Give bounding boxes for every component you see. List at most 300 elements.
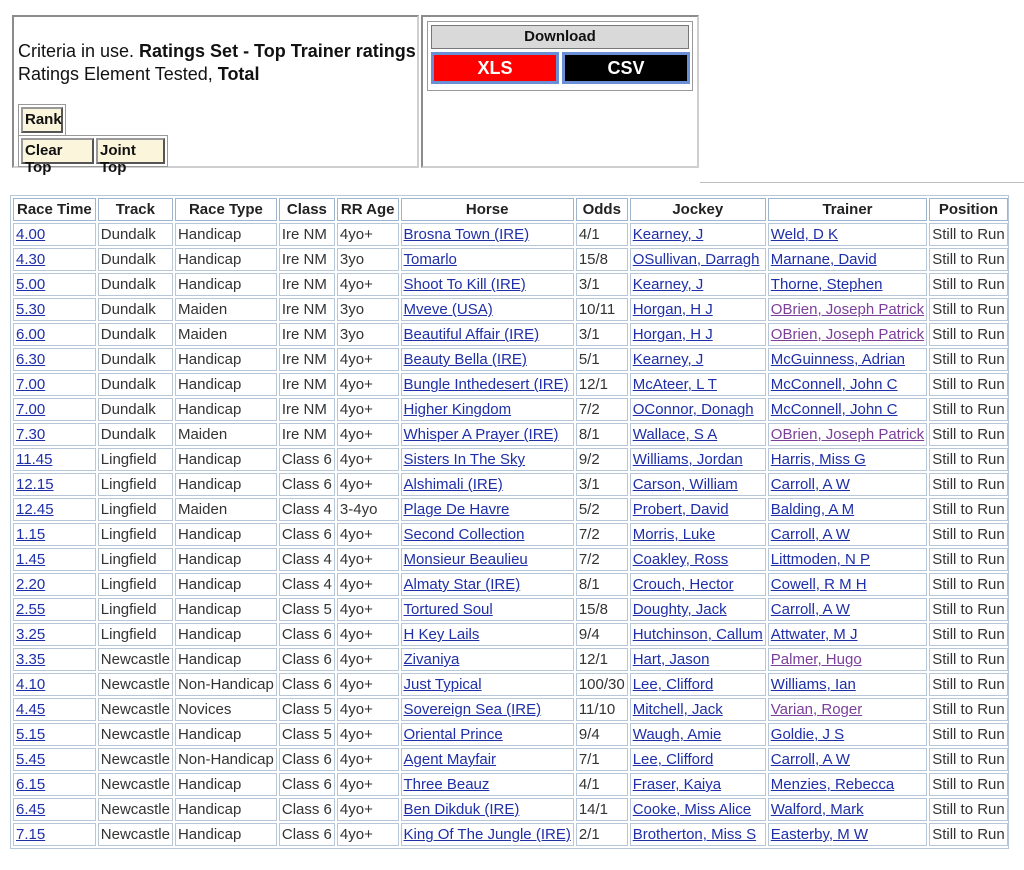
cell-track: Dundalk [98,223,173,246]
cell-time [13,473,96,496]
trainer-link[interactable]: McConnell, John C [770,376,898,393]
cell-time [13,248,96,271]
cell-class: Ire NM [279,423,335,446]
cell-track: Newcastle [98,748,173,771]
trainer-link[interactable]: Varian, Roger [770,701,863,718]
horse-link[interactable]: Tortured Soul [403,601,493,618]
cell-age: 4yo+ [337,748,399,771]
cell-age: 4yo+ [337,573,399,596]
time-link[interactable]: 4.45 [16,701,46,718]
column-header-race-type: Race Type [175,198,277,221]
jockey-link[interactable]: McAteer, L T [632,376,717,393]
cell-age: 4yo+ [337,273,399,296]
cell-track: Newcastle [98,723,173,746]
cell-position: Still to Run [929,398,1008,421]
time-link[interactable]: 5.00 [16,276,46,293]
horse-link[interactable]: Shoot To Kill (IRE) [403,276,526,293]
cell-position: Still to Run [929,373,1008,396]
trainer-link[interactable]: Carroll, A W [770,476,850,493]
horse-link[interactable]: Almaty Star (IRE) [403,576,521,593]
cell-jockey [630,573,766,596]
time-link[interactable]: 1.45 [16,551,46,568]
cell-type: Handicap [175,823,277,846]
column-header-trainer: Trainer [768,198,927,221]
trainer-link[interactable]: Easterby, M W [770,826,869,843]
download-header: Download [431,25,689,49]
cell-odds: 9/2 [576,448,628,471]
jockey-link[interactable]: Mitchell, Jack [632,701,723,718]
cell-type: Non-Handicap [175,748,277,771]
cell-track: Dundalk [98,298,173,321]
cell-odds: 7/2 [576,398,628,421]
element-prefix: Ratings Element Tested, [18,64,218,84]
cell-type: Novices [175,698,277,721]
trainer-link[interactable]: McGuinness, Adrian [770,351,906,368]
cell-type: Handicap [175,248,277,271]
table-row [13,448,1008,471]
cell-time [13,548,96,571]
trainer-link[interactable]: Palmer, Hugo [770,651,862,668]
jockey-link[interactable]: Probert, David [632,501,729,518]
trainer-link[interactable]: Balding, A M [770,501,855,518]
table-row [13,823,1008,846]
top-buttons-frame [18,135,168,176]
cell-age: 4yo+ [337,348,399,371]
jockey-link[interactable]: Hutchinson, Callum [632,626,763,643]
cell-time [13,323,96,346]
cell-class: Ire NM [279,398,335,421]
jockey-link[interactable]: Doughty, Jack [632,601,727,618]
horse-link[interactable]: Brosna Town (IRE) [403,226,530,243]
cell-position: Still to Run [929,723,1008,746]
cell-trainer [768,698,927,721]
joint-top-button[interactable]: Joint Top [96,138,165,164]
table-row [13,623,1008,646]
cell-class: Ire NM [279,273,335,296]
cell-horse [401,248,574,271]
criteria-description [18,40,416,86]
cell-track: Lingfield [98,473,173,496]
table-row [13,773,1008,796]
trainer-link[interactable]: Williams, Ian [770,676,856,693]
cell-type: Handicap [175,523,277,546]
cell-trainer [768,273,927,296]
horse-link[interactable]: Oriental Prince [403,726,503,743]
cell-odds: 2/1 [576,823,628,846]
cell-position: Still to Run [929,498,1008,521]
time-link[interactable]: 2.55 [16,601,46,618]
cell-type: Handicap [175,598,277,621]
time-link[interactable]: 12.45 [16,501,54,518]
cell-position: Still to Run [929,798,1008,821]
cell-age: 4yo+ [337,223,399,246]
cell-jockey [630,648,766,671]
cell-jockey [630,298,766,321]
cell-time [13,423,96,446]
cell-age: 4yo+ [337,373,399,396]
cell-track: Newcastle [98,773,173,796]
jockey-link[interactable]: Wallace, S A [632,426,718,443]
time-link[interactable]: 1.15 [16,526,46,543]
cell-jockey [630,698,766,721]
cell-jockey [630,498,766,521]
xls-download-button[interactable]: XLS [431,52,559,84]
cell-jockey [630,423,766,446]
cell-age: 4yo+ [337,798,399,821]
time-link[interactable]: 11.45 [16,451,53,468]
cell-track: Dundalk [98,423,173,446]
cell-jockey [630,323,766,346]
column-header-class: Class [279,198,335,221]
table-row [13,323,1008,346]
horse-link[interactable]: Ben Dikduk (IRE) [403,801,520,818]
cell-position: Still to Run [929,598,1008,621]
horse-link[interactable]: King Of The Jungle (IRE) [403,826,571,843]
cell-position: Still to Run [929,348,1008,371]
cell-time [13,223,96,246]
time-link[interactable]: 7.00 [16,401,46,418]
horse-link[interactable]: H Key Lails [403,626,480,643]
column-header-position: Position [929,198,1008,221]
cell-type: Maiden [175,498,277,521]
cell-track: Newcastle [98,798,173,821]
cell-time [13,498,96,521]
cell-class: Class 6 [279,798,335,821]
cell-odds: 3/1 [576,473,628,496]
horse-link[interactable]: Monsieur Beaulieu [403,551,528,568]
jockey-link[interactable]: Brotherton, Miss S [632,826,757,843]
cell-position: Still to Run [929,273,1008,296]
cell-age: 4yo+ [337,773,399,796]
cell-class: Class 6 [279,748,335,771]
cell-trainer [768,423,927,446]
cell-age: 4yo+ [337,623,399,646]
trainer-link[interactable]: Harris, Miss G [770,451,866,468]
cell-type: Handicap [175,348,277,371]
cell-type: Maiden [175,423,277,446]
time-link[interactable]: 6.15 [16,776,46,793]
ratings-element-label: Total [217,64,260,84]
cell-position: Still to Run [929,548,1008,571]
cell-position: Still to Run [929,773,1008,796]
time-link[interactable]: 3.35 [16,651,46,668]
time-link[interactable]: 5.30 [16,301,46,318]
trainer-link[interactable]: Littmoden, N P [770,551,870,568]
horse-link[interactable]: Just Typical [403,676,482,693]
cell-jockey [630,273,766,296]
ratings-set-label: Ratings Set - Top Trainer ratings [139,41,416,61]
cell-odds: 14/1 [576,798,628,821]
table-row [13,373,1008,396]
table-row [13,648,1008,671]
cell-class: Ire NM [279,298,335,321]
cell-horse [401,298,574,321]
cell-track: Lingfield [98,623,173,646]
cell-horse [401,698,574,721]
horse-link[interactable]: Beautiful Affair (IRE) [403,326,540,343]
horse-link[interactable]: Bungle Inthedesert (IRE) [403,376,569,393]
cell-trainer [768,598,927,621]
cell-type: Handicap [175,773,277,796]
time-link[interactable]: 2.20 [16,576,46,593]
cell-type: Handicap [175,373,277,396]
cell-track: Dundalk [98,373,173,396]
cell-track: Newcastle [98,823,173,846]
horse-link[interactable]: Beauty Bella (IRE) [403,351,527,368]
cell-horse [401,773,574,796]
trainer-link[interactable]: OBrien, Joseph Patrick [770,426,925,443]
cell-horse [401,423,574,446]
time-link[interactable]: 6.00 [16,326,46,343]
cell-track: Newcastle [98,648,173,671]
cell-type: Handicap [175,648,277,671]
jockey-link[interactable]: Fraser, Kaiya [632,776,722,793]
table-row [13,573,1008,596]
cell-odds: 9/4 [576,623,628,646]
cell-class: Ire NM [279,248,335,271]
cell-horse [401,523,574,546]
time-link[interactable]: 6.45 [16,801,46,818]
cell-age: 4yo+ [337,698,399,721]
cell-odds: 100/30 [576,673,628,696]
trainer-link[interactable]: McConnell, John C [770,401,898,418]
trainer-link[interactable]: Goldie, J S [770,726,845,743]
time-link[interactable]: 5.15 [16,726,46,743]
cell-type: Handicap [175,548,277,571]
cell-age: 4yo+ [337,548,399,571]
criteria-prefix: Criteria in use. [18,41,140,61]
cell-track: Dundalk [98,323,173,346]
cell-age: 4yo+ [337,823,399,846]
cell-jockey [630,398,766,421]
column-header-race-time: Race Time [13,198,96,221]
horse-link[interactable]: Tomarlo [403,251,457,268]
cell-track: Lingfield [98,598,173,621]
cell-class: Class 5 [279,698,335,721]
cell-jockey [630,623,766,646]
cell-horse [401,573,574,596]
jockey-link[interactable]: Horgan, H J [632,326,713,343]
cell-age: 4yo+ [337,423,399,446]
time-link[interactable]: 5.45 [16,751,46,768]
jockey-link[interactable]: Morris, Luke [632,526,716,543]
clear-top-button[interactable]: Clear Top [21,138,94,164]
cell-trainer [768,548,927,571]
trainer-link[interactable]: Menzies, Rebecca [770,776,895,793]
results-table [11,196,1010,848]
cell-type: Maiden [175,298,277,321]
trainer-link[interactable]: OBrien, Joseph Patrick [770,301,925,318]
table-header-row [13,198,1008,221]
jockey-link[interactable]: Kearney, J [632,226,704,243]
cell-horse [401,448,574,471]
cell-trainer [768,223,927,246]
cell-age: 3-4yo [337,498,399,521]
trainer-link[interactable]: OBrien, Joseph Patrick [770,326,925,343]
cell-position: Still to Run [929,223,1008,246]
horse-link[interactable]: Plage De Havre [403,501,510,518]
cell-jockey [630,773,766,796]
cell-class: Class 4 [279,573,335,596]
cell-position: Still to Run [929,523,1008,546]
cell-trainer [768,473,927,496]
cell-class: Ire NM [279,323,335,346]
cell-age: 4yo+ [337,448,399,471]
trainer-link[interactable]: Marnane, David [770,251,877,268]
time-link[interactable]: 7.30 [16,426,46,443]
cell-class: Class 6 [279,673,335,696]
cell-time [13,823,96,846]
cell-class: Class 6 [279,648,335,671]
column-header-odds: Odds [576,198,628,221]
cell-jockey [630,448,766,471]
horse-link[interactable]: Agent Mayfair [403,751,497,768]
cell-time [13,298,96,321]
cell-time [13,348,96,371]
cell-track: Newcastle [98,698,173,721]
jockey-link[interactable]: Williams, Jordan [632,451,743,468]
trainer-link[interactable]: Carroll, A W [770,601,850,618]
cell-class: Class 5 [279,723,335,746]
cell-trainer [768,648,927,671]
horse-link[interactable]: Higher Kingdom [403,401,512,418]
cell-trainer [768,748,927,771]
cell-track: Lingfield [98,548,173,571]
jockey-link[interactable]: Kearney, J [632,351,704,368]
cell-trainer [768,248,927,271]
table-row [13,523,1008,546]
horse-link[interactable]: Zivaniya [403,651,460,668]
cell-type: Non-Handicap [175,673,277,696]
cell-type: Maiden [175,323,277,346]
cell-odds: 11/10 [576,698,628,721]
cell-trainer [768,348,927,371]
horse-link[interactable]: Second Collection [403,526,525,543]
cell-trainer [768,623,927,646]
cell-class: Class 6 [279,823,335,846]
cell-time [13,798,96,821]
trainer-link[interactable]: Walford, Mark [770,801,864,818]
cell-odds: 3/1 [576,323,628,346]
horse-link[interactable]: Sisters In The Sky [403,451,525,468]
cell-class: Class 6 [279,523,335,546]
column-header-jockey: Jockey [630,198,766,221]
cell-time [13,673,96,696]
horse-link[interactable]: Sovereign Sea (IRE) [403,701,542,718]
cell-type: Handicap [175,623,277,646]
jockey-link[interactable]: Hart, Jason [632,651,710,668]
trainer-link[interactable]: Weld, D K [770,226,839,243]
jockey-link[interactable]: Horgan, H J [632,301,713,318]
time-link[interactable]: 4.10 [16,676,46,693]
cell-age: 4yo+ [337,723,399,746]
cell-jockey [630,248,766,271]
column-header-horse: Horse [401,198,574,221]
horse-link[interactable]: Mveve (USA) [403,301,493,318]
time-link[interactable]: 7.00 [16,376,46,393]
cell-horse [401,348,574,371]
cell-odds: 4/1 [576,223,628,246]
cell-trainer [768,773,927,796]
jockey-link[interactable]: Coakley, Ross [632,551,729,568]
cell-trainer [768,498,927,521]
download-panel [421,15,699,168]
jockey-link[interactable]: OConnor, Donagh [632,401,754,418]
cell-horse [401,398,574,421]
cell-type: Handicap [175,798,277,821]
jockey-link[interactable]: Carson, William [632,476,738,493]
table-row [13,748,1008,771]
cell-class: Ire NM [279,223,335,246]
csv-download-button[interactable]: CSV [562,52,690,84]
jockey-link[interactable]: Kearney, J [632,276,704,293]
cell-horse [401,373,574,396]
cell-position: Still to Run [929,423,1008,446]
cell-horse [401,548,574,571]
cell-horse [401,273,574,296]
trainer-link[interactable]: Cowell, R M H [770,576,867,593]
cell-odds: 7/2 [576,548,628,571]
cell-position: Still to Run [929,448,1008,471]
horse-link[interactable]: Alshimali (IRE) [403,476,503,493]
time-link[interactable]: 3.25 [16,626,46,643]
cell-type: Handicap [175,273,277,296]
jockey-link[interactable]: Waugh, Amie [632,726,722,743]
horse-link[interactable]: Whisper A Prayer (IRE) [403,426,559,443]
trainer-link[interactable]: Carroll, A W [770,526,850,543]
trainer-link[interactable]: Attwater, M J [770,626,858,643]
cell-trainer [768,573,927,596]
cell-horse [401,823,574,846]
table-row [13,798,1008,821]
jockey-link[interactable]: Lee, Clifford [632,751,714,768]
time-link[interactable]: 4.30 [16,251,46,268]
horse-link[interactable]: Three Beauz [403,776,490,793]
cell-odds: 9/4 [576,723,628,746]
time-link[interactable]: 4.00 [16,226,46,243]
cell-position: Still to Run [929,248,1008,271]
time-link[interactable]: 6.30 [16,351,46,368]
jockey-link[interactable]: Lee, Clifford [632,676,714,693]
rank-button[interactable]: Rank [21,107,63,133]
cell-class: Class 5 [279,598,335,621]
cell-position: Still to Run [929,623,1008,646]
time-link[interactable]: 12.15 [16,476,54,493]
jockey-link[interactable]: Cooke, Miss Alice [632,801,752,818]
cell-jockey [630,223,766,246]
column-header-rr-age: RR Age [337,198,399,221]
cell-age: 4yo+ [337,523,399,546]
cell-time [13,648,96,671]
trainer-link[interactable]: Thorne, Stephen [770,276,883,293]
table-row [13,348,1008,371]
jockey-link[interactable]: OSullivan, Darragh [632,251,760,268]
time-link[interactable]: 7.15 [16,826,46,843]
cell-trainer [768,448,927,471]
table-row [13,398,1008,421]
cell-track: Lingfield [98,498,173,521]
cell-track: Dundalk [98,248,173,271]
cell-odds: 10/11 [576,298,628,321]
cell-trainer [768,823,927,846]
cell-odds: 3/1 [576,273,628,296]
cell-time [13,723,96,746]
cell-horse [401,748,574,771]
cell-position: Still to Run [929,298,1008,321]
trainer-link[interactable]: Carroll, A W [770,751,850,768]
jockey-link[interactable]: Crouch, Hector [632,576,734,593]
cell-trainer [768,298,927,321]
